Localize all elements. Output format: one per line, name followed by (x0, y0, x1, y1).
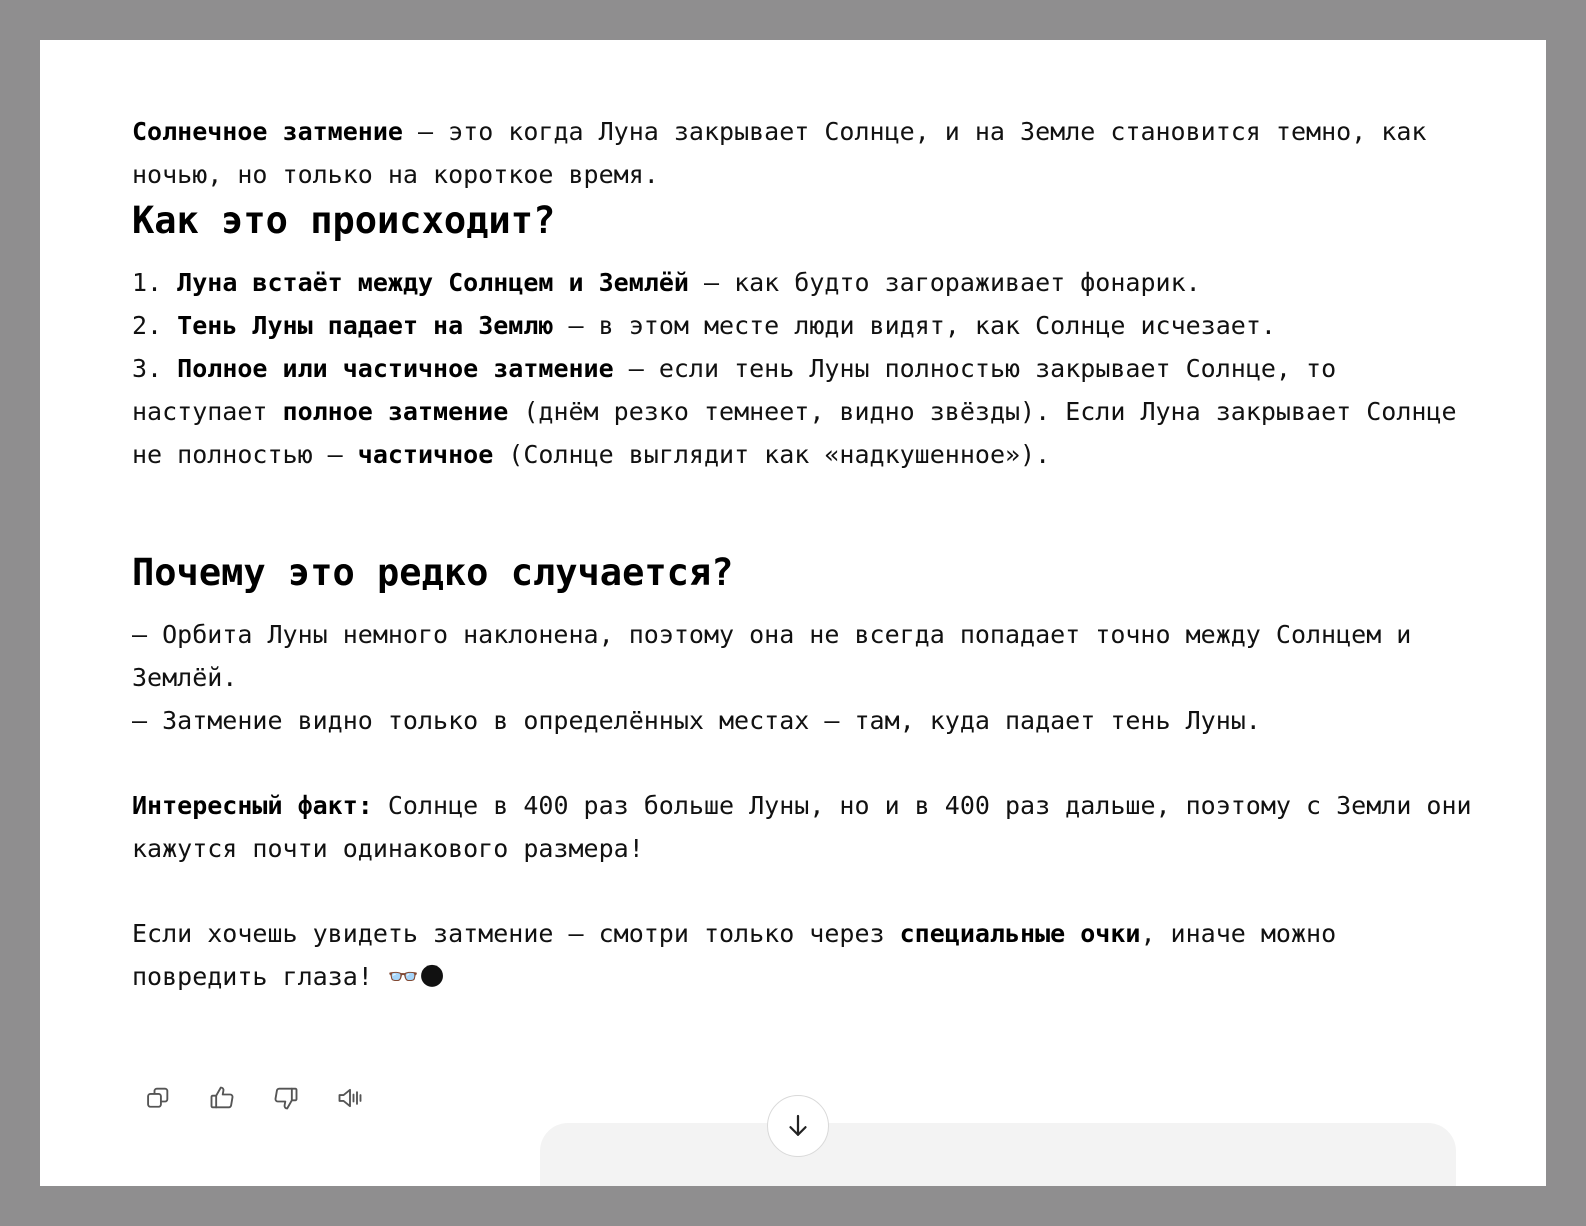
step-text: — в этом месте люди видят, как Солнце исчезает. (553, 311, 1276, 340)
read-aloud-button[interactable] (332, 1080, 368, 1116)
chat-window (40, 40, 1546, 1186)
like-button[interactable] (204, 1080, 240, 1116)
step-number: 1. (132, 268, 163, 297)
thumbs-up-icon (208, 1084, 236, 1112)
intro-term: Солнечное затмение (132, 117, 403, 146)
step-item (132, 347, 1472, 476)
step-emphasis: частичное (357, 440, 494, 469)
assistant-message (132, 110, 1472, 998)
step-text: (Солнце выглядит как «надкушенное»). (493, 440, 1051, 469)
warning-text: , иначе можно повредить глаза! (132, 919, 1337, 991)
step-title: Полное или частичное затмение (177, 354, 614, 383)
how-heading: Как это происходит? (132, 199, 556, 242)
copy-button[interactable] (140, 1080, 176, 1116)
step-emphasis: полное затмение (282, 397, 509, 426)
warning-text: Если хочешь увидеть затмение — смотри только через (132, 919, 900, 948)
thumbs-down-icon (272, 1084, 300, 1112)
step-text: — как будто загораживает фонарик. (688, 268, 1201, 297)
speaker-icon (336, 1084, 364, 1112)
step-item (132, 261, 1472, 304)
why-heading: Почему это редко случается? (132, 551, 734, 594)
message-composer[interactable] (540, 1123, 1456, 1186)
copy-icon (144, 1084, 172, 1112)
intro-paragraph (132, 110, 1472, 196)
step-number: 3. (132, 354, 163, 383)
scroll-to-bottom-button[interactable] (767, 1095, 829, 1157)
why-point: — Затмение видно только в определённых местах — там, куда падает тень Луны. (132, 706, 1261, 735)
warning-emphasis: специальные очки (899, 919, 1141, 948)
step-text: (днём резко темнеет, видно звёзды). Если Луна закрывает Солнце не полностью — (132, 397, 1457, 469)
step-item (132, 304, 1472, 347)
fact-text: Солнце в 400 раз больше Луны, но и в 400 раз дальше, поэтому с Земли они кажутся почти одинакового размера! (132, 791, 1472, 863)
dislike-button[interactable] (268, 1080, 304, 1116)
step-number: 2. (132, 311, 163, 340)
fact-label: Интересный факт: (132, 791, 373, 820)
glasses-moon-emoji: 👓🌑 (387, 962, 446, 991)
step-title: Луна встаёт между Солнцем и Землёй (177, 268, 689, 297)
step-title: Тень Луны падает на Землю (177, 311, 554, 340)
why-point: — Орбита Луны немного наклонена, поэтому она не всегда попадает точно между Солнцем и Землёй. (132, 620, 1412, 692)
arrow-down-icon (783, 1111, 813, 1141)
step-text: — если тень Луны полностью закрывает Солнце, то наступает (132, 354, 1337, 426)
message-actions (140, 1080, 368, 1116)
warning-paragraph (132, 912, 1472, 998)
fact-paragraph (132, 784, 1472, 870)
intro-text: — это когда Луна закрывает Солнце, и на Земле становится темно, как ночью, но только на короткое время. (132, 117, 1427, 189)
